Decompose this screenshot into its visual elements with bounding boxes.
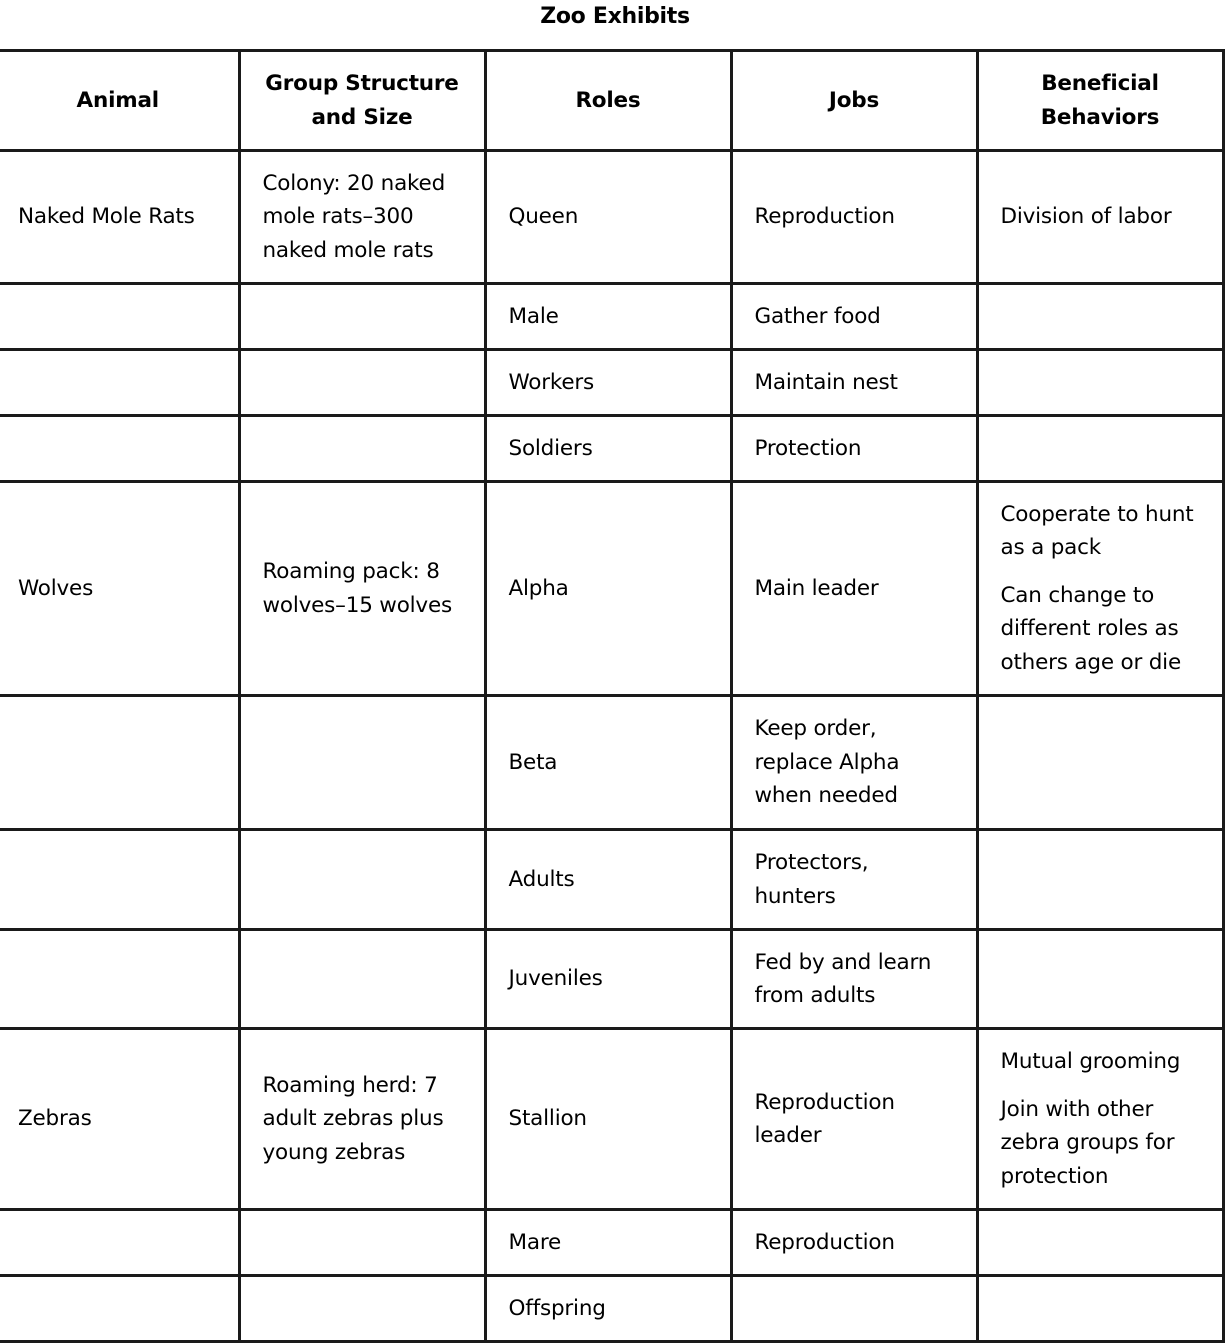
cell-job-text: Reproduction leader	[754, 1089, 895, 1148]
cell-beneficial-behaviors	[977, 416, 1223, 482]
cell-job-text: Protection	[754, 435, 862, 461]
cell-role	[485, 830, 731, 930]
table-row	[0, 696, 1223, 830]
table-row	[0, 1029, 1223, 1210]
cell-animal	[0, 930, 239, 1029]
cell-job-text: Reproduction	[754, 1229, 895, 1255]
behavior-text: Can change to different roles as others age or die	[1000, 582, 1181, 675]
cell-role	[485, 482, 731, 696]
behavior-text: Mutual grooming	[1000, 1049, 1181, 1074]
header-group-structure	[239, 51, 485, 151]
cell-job	[731, 416, 977, 482]
cell-role	[485, 1276, 731, 1342]
cell-animal	[0, 416, 239, 482]
cell-animal	[0, 284, 239, 350]
cell-job	[731, 350, 977, 416]
cell-animal	[0, 482, 239, 696]
cell-job-text: Maintain nest	[754, 369, 898, 395]
cell-group-structure-text: Roaming herd: 7 adult zebras plus young zebras	[262, 1072, 444, 1165]
table-row	[0, 830, 1223, 930]
cell-role	[485, 151, 731, 284]
cell-job	[731, 830, 977, 930]
cell-beneficial-behaviors	[977, 1029, 1223, 1210]
table-row	[0, 930, 1223, 1029]
cell-group-structure	[239, 1029, 485, 1210]
cell-job-text: Protectors, hunters	[754, 850, 869, 909]
cell-group-structure	[239, 416, 485, 482]
cell-role	[485, 1029, 731, 1210]
cell-role	[485, 284, 731, 350]
cell-job-text: Fed by and learn from adults	[754, 949, 932, 1008]
header-animal: Animal	[0, 51, 239, 151]
cell-role	[485, 416, 731, 482]
cell-group-structure	[239, 482, 485, 696]
cell-role	[485, 350, 731, 416]
header-beneficial-behaviors	[977, 51, 1223, 151]
cell-role-text: Queen	[508, 204, 579, 230]
cell-group-structure	[239, 350, 485, 416]
cell-beneficial-behaviors	[977, 830, 1223, 930]
table-row	[0, 1276, 1223, 1342]
table-row	[0, 151, 1223, 284]
cell-job	[731, 1210, 977, 1276]
cell-animal	[0, 696, 239, 830]
behavior-text: Cooperate to hunt as a pack	[1000, 501, 1194, 561]
cell-role-text: Beta	[508, 749, 558, 775]
cell-job-text: Main leader	[754, 575, 879, 601]
cell-role-text: Soldiers	[508, 435, 593, 461]
cell-group-structure	[239, 696, 485, 830]
cell-beneficial-behaviors	[977, 350, 1223, 416]
cell-animal	[0, 1029, 239, 1210]
header-beneficial-behaviors-label: Beneficial Behaviors	[1040, 71, 1160, 130]
cell-role-text: Stallion	[508, 1106, 587, 1132]
cell-animal	[0, 1210, 239, 1276]
header-row	[0, 51, 1223, 151]
cell-group-structure	[239, 830, 485, 930]
behavior-text: Division of labor	[1000, 204, 1172, 230]
table-row	[0, 482, 1223, 696]
table-row	[0, 416, 1223, 482]
behavior-text: Join with other zebra groups for protection	[1000, 1096, 1175, 1189]
cell-role-text: Workers	[508, 369, 595, 395]
cell-job	[731, 696, 977, 830]
cell-job	[731, 1029, 977, 1210]
cell-role-text: Offspring	[508, 1295, 606, 1321]
cell-animal	[0, 151, 239, 284]
cell-role-text: Mare	[508, 1229, 562, 1255]
cell-animal	[0, 350, 239, 416]
cell-beneficial-behaviors	[977, 1276, 1223, 1342]
cell-role-text: Alpha	[508, 575, 569, 601]
cell-job-text: Reproduction	[754, 204, 895, 230]
table-row	[0, 284, 1223, 350]
cell-job	[731, 930, 977, 1029]
cell-beneficial-behaviors	[977, 1210, 1223, 1276]
zoo-exhibits-table	[0, 49, 1225, 1343]
cell-animal-text: Wolves	[18, 575, 94, 601]
cell-group-structure	[239, 1276, 485, 1342]
cell-job	[731, 284, 977, 350]
cell-beneficial-behaviors	[977, 284, 1223, 350]
header-jobs: Jobs	[731, 51, 977, 151]
cell-role	[485, 696, 731, 830]
cell-job	[731, 1276, 977, 1342]
cell-animal-text: Naked Mole Rats	[18, 204, 195, 230]
cell-role-text: Male	[508, 303, 559, 329]
cell-animal	[0, 1276, 239, 1342]
cell-role	[485, 930, 731, 1029]
cell-group-structure	[239, 930, 485, 1029]
cell-group-structure-text: Colony: 20 naked mole rats–300 naked mole rats	[262, 170, 446, 263]
cell-beneficial-behaviors	[977, 696, 1223, 830]
cell-animal-text: Zebras	[18, 1106, 92, 1132]
table-row	[0, 1210, 1223, 1276]
header-roles: Roles	[485, 51, 731, 151]
cell-group-structure	[239, 151, 485, 284]
cell-role	[485, 1210, 731, 1276]
cell-animal	[0, 830, 239, 930]
cell-job	[731, 482, 977, 696]
cell-role-text: Juveniles	[508, 966, 603, 992]
cell-beneficial-behaviors	[977, 151, 1223, 284]
table-row	[0, 350, 1223, 416]
cell-job	[731, 151, 977, 284]
cell-beneficial-behaviors	[977, 482, 1223, 696]
cell-group-structure	[239, 1210, 485, 1276]
cell-job-text: Gather food	[754, 303, 881, 329]
cell-job-text: Keep order, replace Alpha when needed	[754, 716, 900, 809]
cell-beneficial-behaviors	[977, 930, 1223, 1029]
header-group-structure-label: Group Structure and Size	[265, 71, 459, 130]
cell-role-text: Adults	[508, 866, 575, 892]
table-title: Zoo Exhibits	[540, 4, 690, 29]
cell-group-structure	[239, 284, 485, 350]
cell-group-structure-text: Roaming pack: 8 wolves–15 wolves	[262, 559, 452, 618]
